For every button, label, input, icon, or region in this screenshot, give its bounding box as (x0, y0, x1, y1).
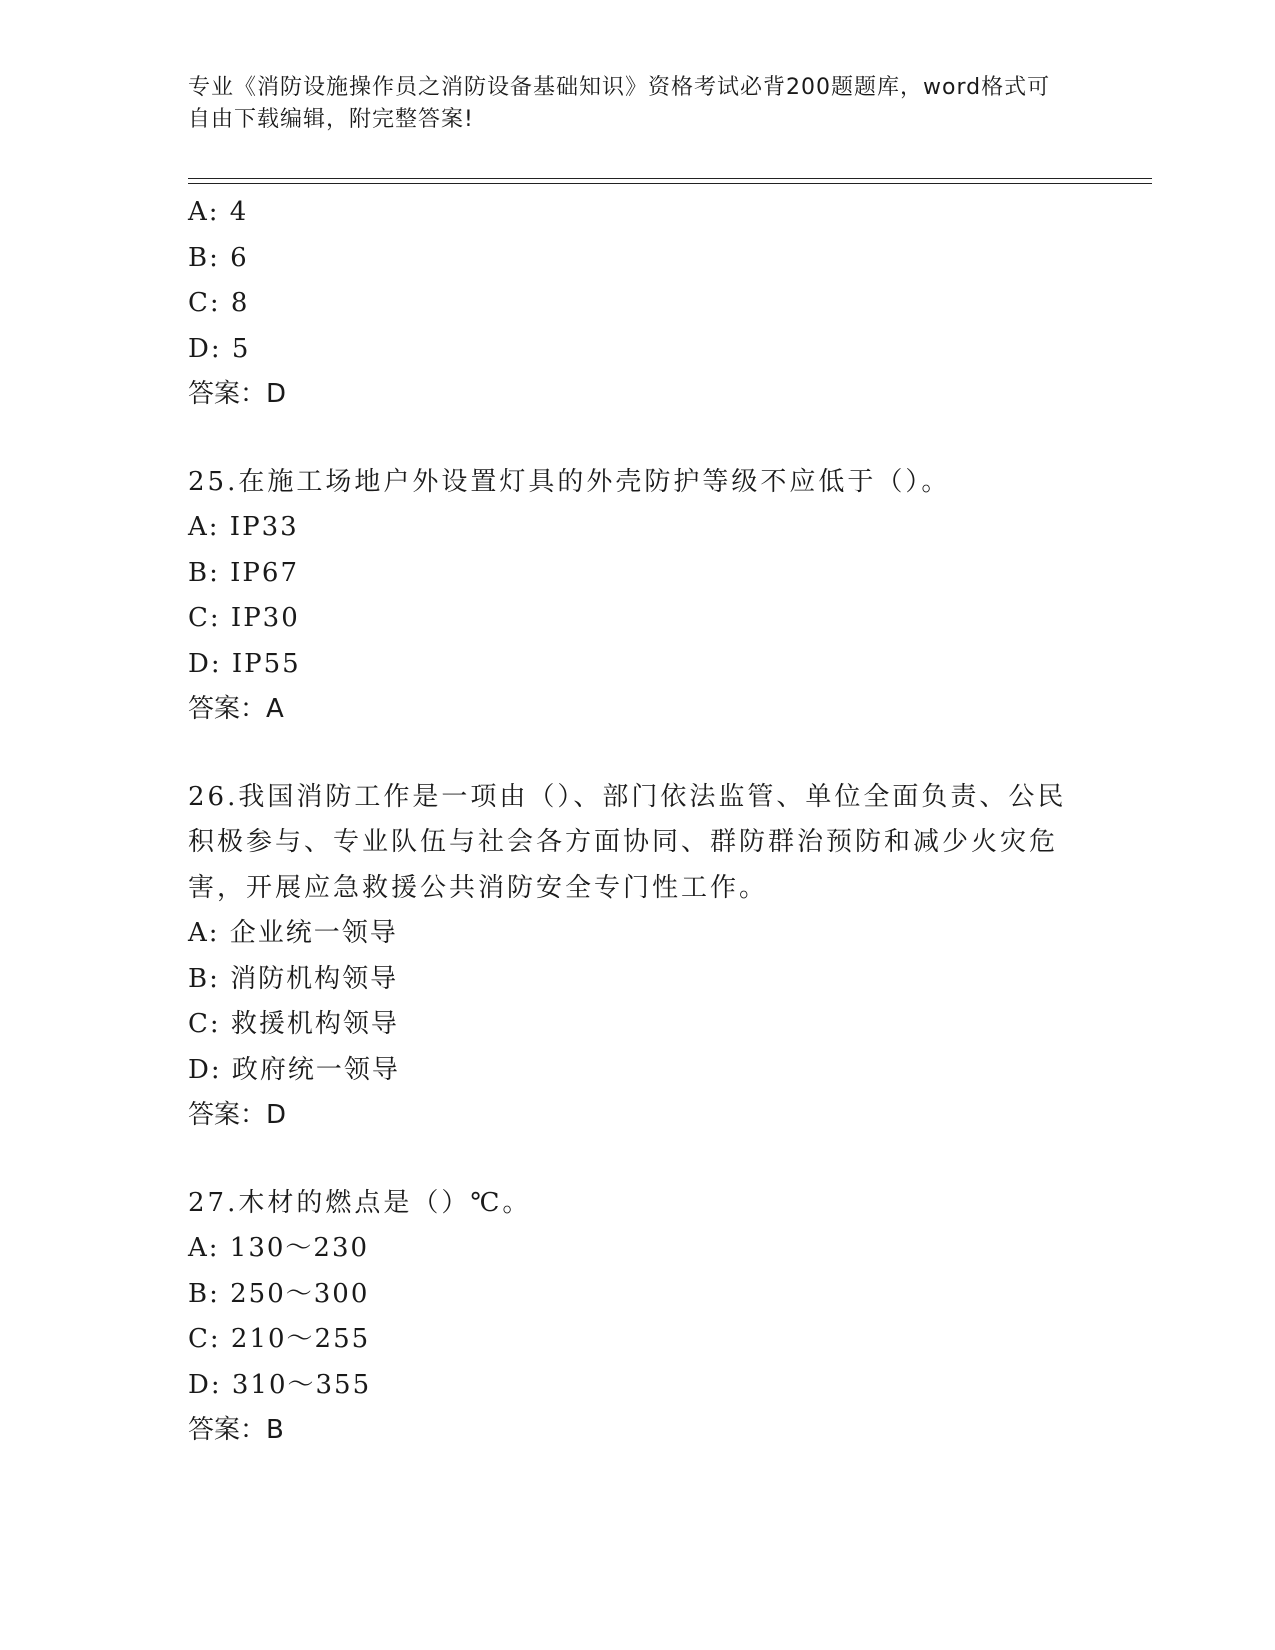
answer-label: 答案：D (188, 379, 287, 409)
option-a: A: 130～230 (188, 1233, 370, 1263)
option-d: D: IP55 (188, 648, 301, 679)
question-stem: 27.木材的燃点是（）℃。 (188, 1187, 532, 1218)
answer-label: 答案：A (188, 694, 284, 724)
answer-label: 答案：D (188, 1100, 287, 1130)
document-header: 专业《消防设施操作员之消防设备基础知识》资格考试必背200题题库，word格式可自由下载编辑，附完整答案! (188, 75, 1051, 132)
question-25 (188, 460, 1088, 733)
option-d: D: 政府统一领导 (188, 1054, 400, 1085)
option-d: D: 310～355 (188, 1369, 372, 1400)
question-stem: 26.我国消防工作是一项由（）、部门依法监管、单位全面负责、公民积极参与、专业队伍与社会各方面协同、群防群治预防和减少火灾危害，开展应急救援公共消防安全专门性工作。 (188, 781, 1067, 903)
option-a: A: IP33 (188, 512, 299, 542)
question-24 (188, 190, 1088, 418)
answer-label: 答案：B (188, 1415, 284, 1445)
option-c: C: 210～255 (188, 1324, 371, 1354)
header-rule-bottom (188, 183, 1152, 184)
option-a: A: 4 (188, 197, 249, 227)
question-26 (188, 775, 1088, 1139)
option-b: B: 250～300 (188, 1278, 370, 1309)
question-stem: 25.在施工场地户外设置灯具的外壳防护等级不应低于（）。 (188, 466, 951, 497)
option-c: C: IP30 (188, 603, 300, 633)
option-c: C: 8 (188, 288, 250, 318)
option-a: A: 企业统一领导 (188, 918, 398, 948)
option-b: B: 6 (188, 242, 249, 273)
question-list (188, 190, 1088, 1454)
question-27 (188, 1181, 1088, 1454)
option-d: D: 5 (188, 333, 251, 364)
option-b: B: IP67 (188, 557, 299, 588)
option-b: B: 消防机构领导 (188, 963, 399, 994)
option-c: C: 救援机构领导 (188, 1009, 399, 1039)
header-rule-top (188, 178, 1152, 179)
